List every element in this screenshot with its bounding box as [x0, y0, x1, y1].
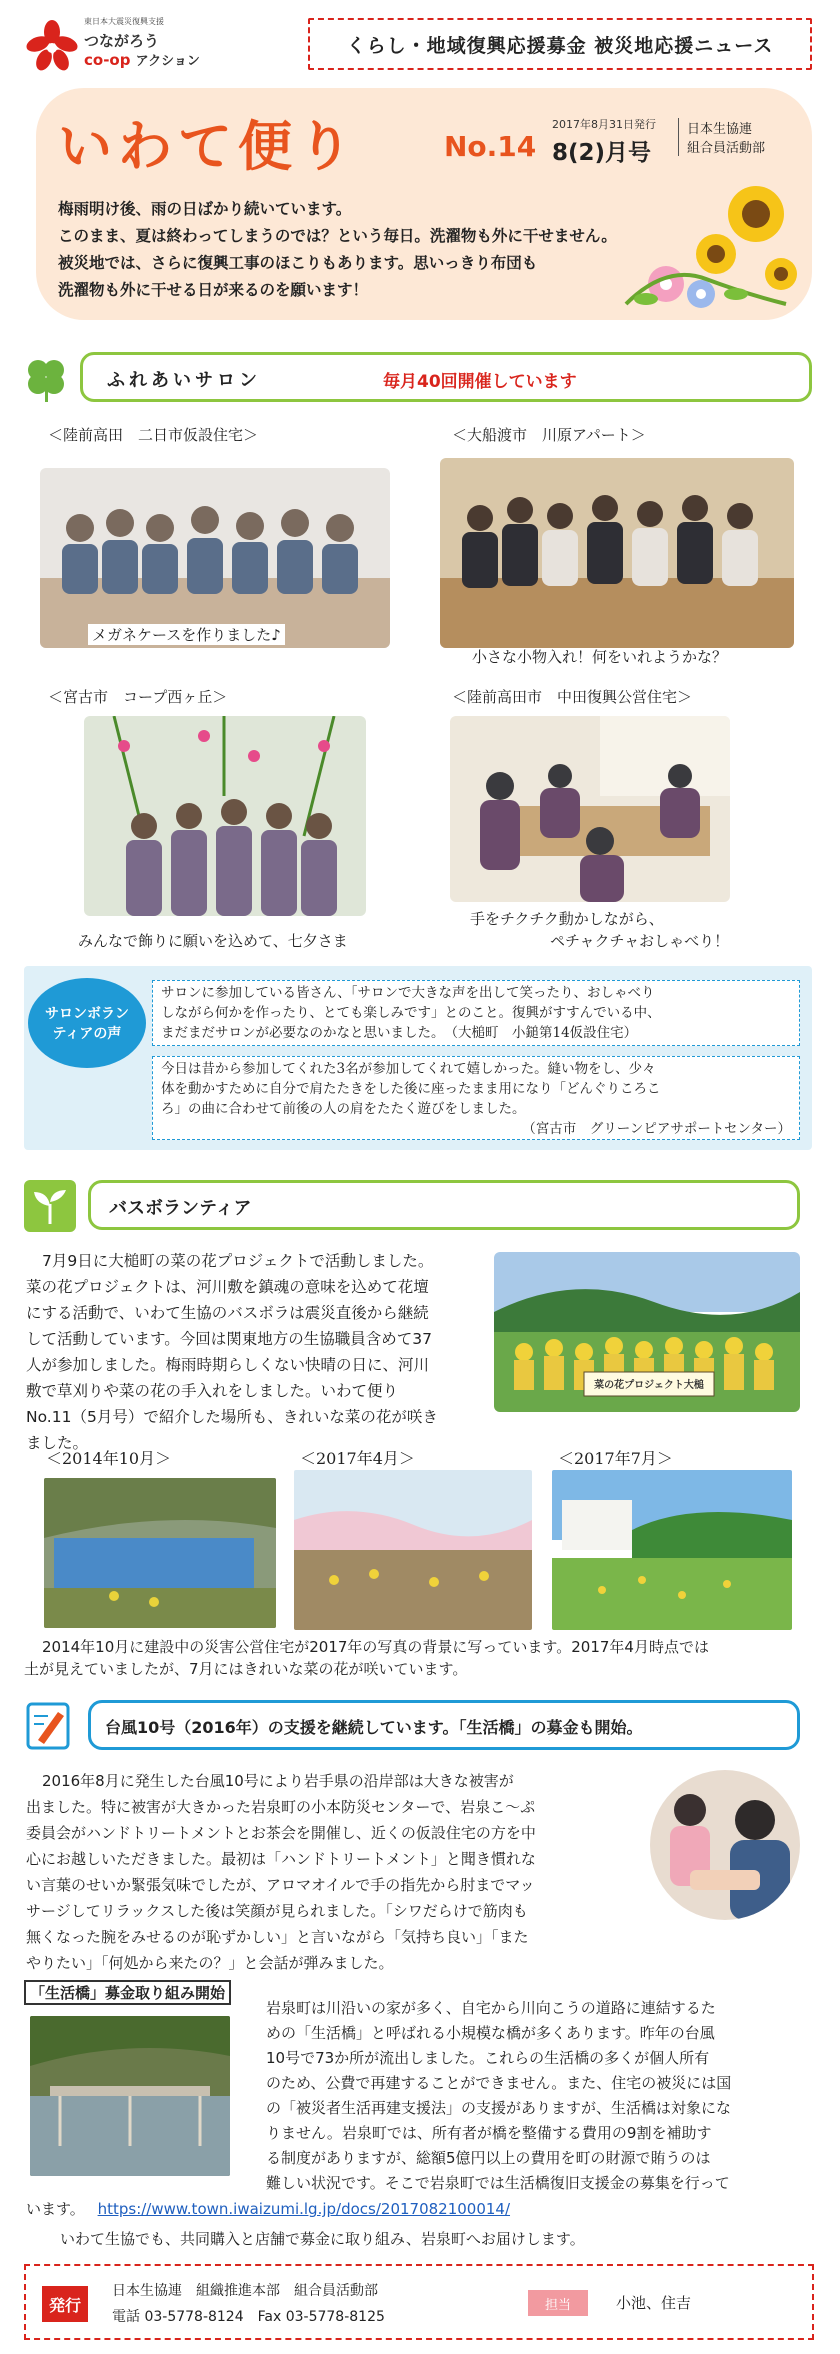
- bridge-text-line: りません。岩泉町では、所有者が橋を整備する費用の9割を補助す: [266, 2124, 712, 2142]
- clover-icon: [20, 352, 72, 404]
- bridge-last-prefix: います。: [26, 2200, 85, 2218]
- voice1-line: まだまだサロンが必要なのかなと思いました。 （大槌町 小鎚第14仮設住宅）: [161, 1025, 638, 1041]
- footer-org: 日本生協連 組織推進本部 組合員活動部: [112, 2283, 378, 2299]
- voice2-line: 今日は昔から参加してくれた3名が参加してくれて嬉しかった。縫い物をし、少々: [161, 1061, 656, 1077]
- bridge-text-line: の「被災者生活再建支援法」の支援がありますが、生活橋は対象にな: [266, 2099, 732, 2117]
- bridge-text-line: 10号で73か所が流出しました。これらの生活橋の多くが個人所有: [266, 2049, 710, 2067]
- header-banner: [308, 18, 812, 70]
- bus-text-line: 敷で草刈りや菜の花の手入れをしました。いわて便り: [26, 1382, 399, 1400]
- publisher-line1: 日本生協連: [687, 122, 753, 137]
- voice-quote-1: [152, 980, 800, 1046]
- salon-photo-2: [440, 458, 794, 648]
- org-name: つながろう: [84, 32, 160, 50]
- salon-caption-1: メガネケースを作りました♪: [88, 624, 285, 645]
- newsletter-title: いわて便り: [58, 114, 358, 178]
- bridge-text-line: のため、公費で再建することができません。また、住宅の被災には国: [266, 2074, 732, 2092]
- bus-date-3: ＜2017年7月＞: [558, 1449, 673, 1468]
- bus-photo-2014: [44, 1478, 276, 1628]
- voice1-line: しながら何かを作ったり、とても楽しみです」とのこと。復興がすすんでいる中、: [161, 1005, 661, 1021]
- bus-photo-2017-07: [552, 1470, 792, 1630]
- footer-box: [24, 2264, 814, 2340]
- salon-caption-4b: ペチャクチャおしゃべり！: [550, 932, 730, 950]
- writing-icon: [24, 1700, 76, 1752]
- bus-text: [26, 1248, 486, 1456]
- org-small-text: 東日本大震災復興支援: [84, 17, 164, 26]
- salon-location-4: ＜陸前高田市 中田復興公営住宅＞: [452, 688, 693, 706]
- sunflower-icon: [696, 186, 797, 290]
- bridge-text: [266, 1996, 812, 2196]
- voice-label-line1: サロンボラン: [45, 1006, 129, 1022]
- intro-line: 洗濯物も外に干せる日が来るのを願います！: [58, 281, 369, 299]
- coop-logo: [24, 12, 224, 82]
- intro-line: このまま、夏は終わってしまうのでは？という毎日。洗濯物も外に干せません。: [58, 227, 617, 245]
- salon-photo-1: [40, 468, 390, 648]
- bus-text-line: 菜の花プロジェクトは、河川敷を鎮魂の意味を込めて花壇: [26, 1278, 429, 1296]
- issue-date: 8(2)月号: [552, 140, 652, 166]
- typhoon-text: [26, 1768, 626, 1976]
- publisher-box: [678, 118, 765, 156]
- bus-group-photo: [494, 1252, 800, 1412]
- bus-text-line: ました。: [26, 1434, 89, 1452]
- bus-bottom-line: 土が見えていましたが、7月にはきれいな菜の花が咲いています。: [24, 1660, 468, 1678]
- flower-logo-icon: [24, 18, 80, 76]
- closing-text: いわて生協でも、共同購入と店舗で募金に取り組み、岩泉町へお届けします。: [60, 2230, 585, 2248]
- bus-bottom-text: [24, 1636, 812, 1680]
- typhoon-title: 台風10号（2016年）の支援を継続しています。「生活橋」の募金も開始。: [105, 1718, 643, 1737]
- title-panel: [36, 88, 812, 320]
- bus-text-line: して活動しています。今回は関東地方の生協職員含めて37: [26, 1330, 432, 1348]
- salon-caption-2: 小さな小物入れ！何をいれようかな？: [472, 648, 728, 666]
- salon-photo-4: [450, 716, 730, 902]
- voice2-line: ろ」の曲に合わせて前後の人の肩をたたく遊びをしました。: [161, 1101, 526, 1117]
- bridge-text-line: る制度がありますが、総額5億円以上の費用を町の財源で賄うのは: [266, 2149, 711, 2167]
- hand-treatment-photo: [650, 1770, 800, 1920]
- bridge-text-line: めの「生活橋」と呼ばれる小規模な橋が多くあります。昨年の台風: [266, 2024, 715, 2042]
- footer-contact: 電話 03-5778-8124 Fax 03-5778-8125: [112, 2309, 385, 2325]
- typhoon-text-line: 無くなった腕をみせるのが恥ずかしい」と言いながら「気持ち良い」「また: [26, 1928, 529, 1946]
- bus-date-1: ＜2014年10月＞: [46, 1449, 172, 1468]
- footer-person: 小池、住吉: [616, 2294, 692, 2312]
- volunteer-voice-box: [24, 966, 812, 1150]
- typhoon-text-line: 出ました。特に被害が大きかった岩泉町の小本防災センターで、岩泉こ～ぷ: [26, 1798, 536, 1816]
- bus-text-line: No.11（5月号）で紹介した場所も、きれいな菜の花が咲き: [26, 1408, 438, 1426]
- salon-location-3: ＜宮古市 コープ西ヶ丘＞: [48, 688, 228, 706]
- salon-subtitle: 毎月40回開催しています: [383, 372, 577, 392]
- typhoon-header: [88, 1700, 800, 1750]
- intro-text: [58, 196, 617, 304]
- bus-bottom-line: 2014年10月に建設中の災害公営住宅が2017年の写真の背景に写っています。2017年4月時点では: [42, 1638, 709, 1656]
- sunflower-illustration: [606, 164, 806, 314]
- typhoon-text-line: い言葉のせいか緊張気味でしたが、アロマオイルで手の指先から肘までマッ: [26, 1876, 535, 1894]
- org-action: アクション: [135, 54, 200, 69]
- bus-header: [88, 1180, 800, 1230]
- typhoon-text-line: やりたい」「何処から来たの？」と会話が弾みました。: [26, 1954, 394, 1972]
- org-coop: co-op: [84, 51, 131, 69]
- morning-glory-icon: [648, 266, 715, 308]
- bridge-text-line: 岩泉町は川沿いの家が多く、自宅から川向こうの道路に連結するた: [266, 1999, 716, 2017]
- salon-photo-3: [84, 716, 366, 916]
- salon-location-2: ＜大船渡市 川原アパート＞: [452, 426, 646, 444]
- banner-text: くらし・地域復興応援募金 被災地応援ニュース: [346, 34, 774, 57]
- sprout-icon: [24, 1180, 76, 1232]
- issue-number: No.14: [444, 130, 537, 163]
- bus-text-line: 人が参加しました。梅雨時期らしくない快晴の日に、河川: [26, 1356, 430, 1374]
- salon-location-1: ＜陸前高田 二日市仮設住宅＞: [48, 426, 259, 444]
- voice-label: [28, 978, 146, 1068]
- voice-label-line2: ティアの声: [52, 1026, 122, 1042]
- salon-title: ふれあいサロン: [107, 370, 261, 391]
- voice-quote-2: [152, 1056, 800, 1140]
- issued-badge: 発行: [42, 2286, 88, 2322]
- bus-text-line: にする活動で、いわて生協のバスボラは震災直後から継続: [26, 1304, 429, 1322]
- voice2-line: （宮古市 グリーンピアサポートセンター）: [522, 1121, 791, 1137]
- person-badge: 担当: [528, 2290, 588, 2316]
- bus-date-2: ＜2017年4月＞: [300, 1449, 415, 1468]
- salon-caption-3: みんなで飾りに願いを込めて、七夕さま: [78, 932, 348, 950]
- typhoon-text-line: サージしてリラックスした後は笑顔が見られました。「シワだらけで筋肉も: [26, 1902, 528, 1920]
- typhoon-text-line: 委員会がハンドトリートメントとお茶会を開催し、近くの仮設住宅の方を中: [26, 1824, 536, 1842]
- salon-caption-4a: 手をチクチク動かしながら、: [470, 910, 664, 928]
- bus-text-line: 7月9日に大槌町の菜の花プロジェクトで活動しました。: [42, 1252, 434, 1270]
- bridge-heading: 「生活橋」募金取り組み開始: [24, 1980, 231, 2005]
- voice1-line: サロンに参加している皆さん、「サロンで大きな声を出して笑ったり、おしゃべり: [161, 985, 655, 1001]
- bridge-text-line: 難しい状況です。そこで岩泉町では生活橋復旧支援金の募集を行って: [266, 2174, 730, 2192]
- bridge-photo: [30, 2016, 230, 2176]
- typhoon-text-line: 2016年8月に発生した台風10号により岩手県の沿岸部は大きな被害が: [42, 1772, 514, 1790]
- iwaizumi-link[interactable]: https://www.town.iwaizumi.lg.jp/docs/2017082100014/: [97, 2200, 511, 2218]
- bus-title: バスボランティア: [109, 1198, 252, 1219]
- salon-header: [80, 352, 812, 402]
- publisher-line2: 組合員活動部: [687, 141, 766, 156]
- typhoon-text-line: 心にお越しいただきました。最初は「ハンドトリートメント」と聞き慣れな: [26, 1850, 536, 1868]
- publish-date: 2017年8月31日発行: [552, 118, 656, 131]
- voice2-line: 体を動かすために自分で肩たたきをした後に座ったまま用になり「どんぐりころこ: [161, 1081, 661, 1097]
- intro-line: 被災地では、さらに復興工事のほこりもあります。思いっきり布団も: [58, 254, 538, 272]
- bus-photo-2017-04: [294, 1470, 532, 1630]
- intro-line: 梅雨明け後、雨の日ばかり続いています。: [58, 200, 352, 218]
- bridge-last-line: [26, 2198, 510, 2219]
- bus-photo-banner: 菜の花プロジェクト大槌: [594, 1380, 704, 1391]
